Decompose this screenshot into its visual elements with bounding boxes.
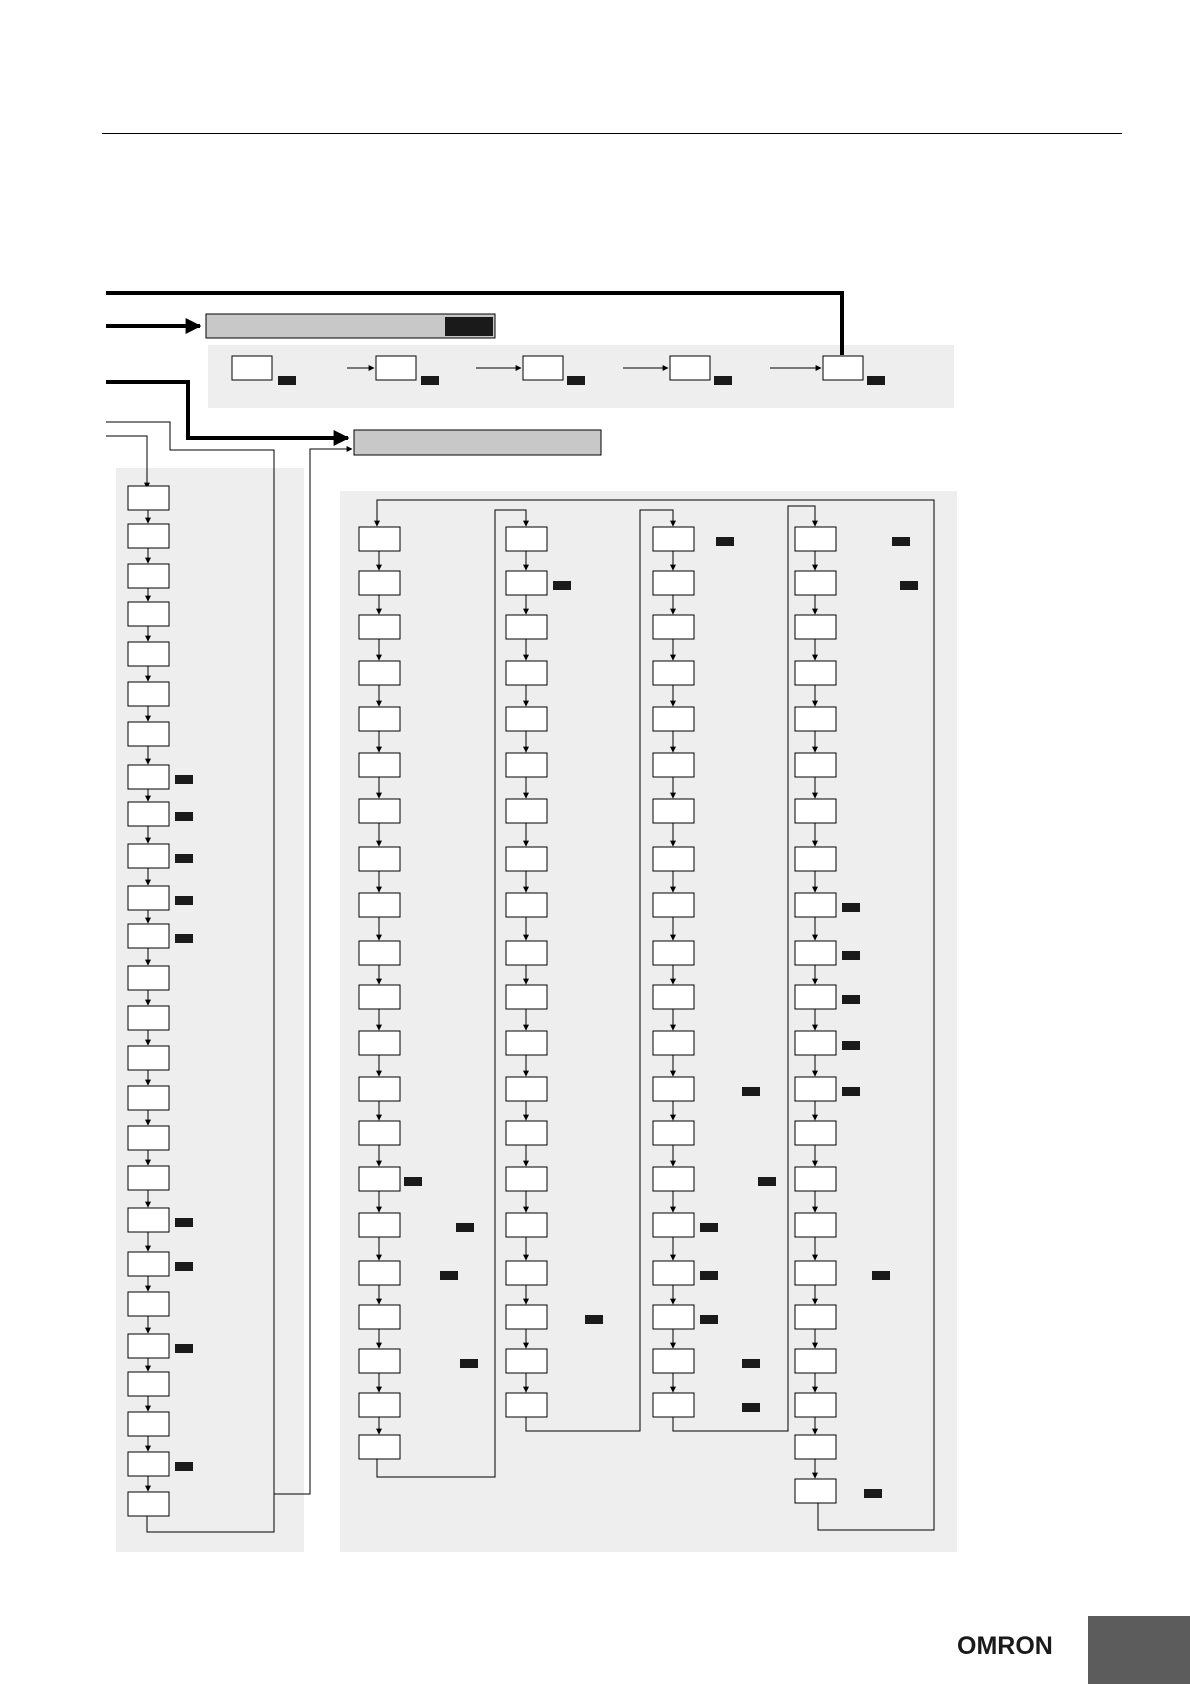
omron-logo-text: OMRON (957, 1632, 1053, 1660)
right-chain-box (795, 707, 836, 731)
right-chain-box (359, 1213, 400, 1237)
right-chain-badge (758, 1177, 776, 1186)
top-row-badge (714, 376, 732, 385)
omron-logo (955, 1630, 1055, 1660)
right-chain-badge (460, 1359, 478, 1368)
left-chain-badge (175, 1462, 193, 1471)
right-chain-box (506, 941, 547, 965)
right-chain-box (653, 1393, 694, 1417)
top-title-badge (445, 317, 493, 336)
left-chain-box (128, 886, 169, 910)
right-chain-badge (742, 1359, 760, 1368)
top-row-badge (421, 376, 439, 385)
right-chain-badge (440, 1271, 458, 1280)
right-chain-box (795, 1305, 836, 1329)
right-chain-badge (585, 1315, 603, 1324)
left-chain-badge (175, 896, 193, 905)
right-chain-box (506, 661, 547, 685)
right-chain-badge (404, 1177, 422, 1186)
right-chain-box (359, 661, 400, 685)
right-chain-box (653, 847, 694, 871)
right-chain-box (795, 1435, 836, 1459)
right-chain-box (506, 1305, 547, 1329)
top-row-badge (867, 376, 885, 385)
right-chain-box (653, 753, 694, 777)
right-chain-box (359, 1305, 400, 1329)
right-chain-box (653, 571, 694, 595)
top-row-box (376, 356, 416, 380)
right-chain-box (653, 799, 694, 823)
right-chain-badge (716, 537, 734, 546)
left-chain-box (128, 682, 169, 706)
right-chain-box (795, 985, 836, 1009)
right-chain-box (506, 615, 547, 639)
right-chain-box (359, 1261, 400, 1285)
right-chain-badge (842, 951, 860, 960)
right-chain-box (795, 753, 836, 777)
right-chain-badge (872, 1271, 890, 1280)
top-row-badge (567, 376, 585, 385)
left-chain-box (128, 1086, 169, 1110)
right-chain-box (506, 1121, 547, 1145)
right-chain-box (506, 1393, 547, 1417)
right-chain-box (506, 799, 547, 823)
right-title-bar (354, 430, 601, 455)
left-chain-box (128, 1046, 169, 1070)
right-chain-box (795, 661, 836, 685)
right-chain-badge (700, 1315, 718, 1324)
right-chain-box (359, 1167, 400, 1191)
left-chain-box (128, 524, 169, 548)
left-chain-box (128, 1452, 169, 1476)
left-chain-box (128, 765, 169, 789)
right-chain-box (795, 1393, 836, 1417)
right-chain-box (653, 527, 694, 551)
left-chain-box (128, 1126, 169, 1150)
left-chain-box (128, 1006, 169, 1030)
right-panel (340, 491, 957, 1552)
right-chain-box (795, 1349, 836, 1373)
right-chain-box (359, 1349, 400, 1373)
left-chain-box (128, 1334, 169, 1358)
left-chain-box (128, 802, 169, 826)
right-chain-box (359, 1435, 400, 1459)
left-chain-box (128, 486, 169, 510)
left-chain-badge (175, 1218, 193, 1227)
right-chain-badge (842, 995, 860, 1004)
right-chain-box (506, 1213, 547, 1237)
right-chain-box (506, 985, 547, 1009)
right-chain-box (506, 527, 547, 551)
right-chain-box (795, 799, 836, 823)
right-chain-box (506, 1167, 547, 1191)
left-chain-box (128, 602, 169, 626)
right-chain-box (653, 1305, 694, 1329)
right-chain-box (795, 1213, 836, 1237)
right-chain-box (795, 615, 836, 639)
top-row-box (523, 356, 563, 380)
right-chain-box (795, 1077, 836, 1101)
right-chain-box (506, 1031, 547, 1055)
right-chain-box (506, 1077, 547, 1101)
left-chain-box (128, 564, 169, 588)
right-chain-box (653, 615, 694, 639)
right-chain-box (359, 615, 400, 639)
right-chain-badge (456, 1223, 474, 1232)
right-chain-box (506, 847, 547, 871)
right-chain-box (359, 941, 400, 965)
right-chain-box (795, 941, 836, 965)
left-chain-badge (175, 1262, 193, 1271)
right-chain-box (795, 893, 836, 917)
left-chain-box (128, 1252, 169, 1276)
right-chain-badge (864, 1489, 882, 1498)
right-chain-box (653, 1167, 694, 1191)
right-chain-badge (742, 1087, 760, 1096)
right-chain-badge (742, 1403, 760, 1412)
right-chain-box (653, 661, 694, 685)
right-chain-box (506, 1261, 547, 1285)
right-chain-box (653, 1349, 694, 1373)
right-chain-badge (700, 1271, 718, 1280)
left-chain-badge (175, 854, 193, 863)
right-chain-box (795, 1261, 836, 1285)
right-chain-box (359, 1031, 400, 1055)
right-chain-box (359, 847, 400, 871)
right-chain-box (359, 707, 400, 731)
left-chain-box (128, 966, 169, 990)
top-row-box (823, 356, 863, 380)
top-row-box (670, 356, 710, 380)
page-number-tab (1088, 1616, 1190, 1684)
right-chain-badge (892, 537, 910, 546)
right-chain-box (506, 893, 547, 917)
right-chain-box (359, 571, 400, 595)
left-chain-badge (175, 812, 193, 821)
right-chain-badge (900, 581, 918, 590)
right-chain-badge (842, 1041, 860, 1050)
right-chain-badge (842, 1087, 860, 1096)
right-chain-badge (700, 1223, 718, 1232)
left-chain-badge (175, 934, 193, 943)
right-chain-box (359, 799, 400, 823)
right-chain-box (653, 707, 694, 731)
left-chain-box (128, 1208, 169, 1232)
left-chain-box (128, 642, 169, 666)
left-chain-box (128, 1492, 169, 1516)
right-chain-box (795, 571, 836, 595)
right-chain-box (653, 941, 694, 965)
right-chain-box (506, 707, 547, 731)
right-chain-box (653, 893, 694, 917)
left-chain-box (128, 722, 169, 746)
top-row-box (232, 356, 272, 380)
left-chain-badge (175, 775, 193, 784)
left-chain-box (128, 924, 169, 948)
left-chain-box (128, 1166, 169, 1190)
right-chain-box (359, 893, 400, 917)
right-chain-box (795, 527, 836, 551)
right-chain-badge (842, 903, 860, 912)
right-chain-box (359, 985, 400, 1009)
right-chain-box (795, 1479, 836, 1503)
right-chain-box (359, 527, 400, 551)
right-chain-box (506, 753, 547, 777)
right-chain-box (653, 1121, 694, 1145)
right-chain-box (506, 1349, 547, 1373)
left-chain-box (128, 844, 169, 868)
right-chain-box (506, 571, 547, 595)
right-chain-box (359, 1077, 400, 1101)
left-chain-box (128, 1412, 169, 1436)
left-chain-badge (175, 1344, 193, 1353)
top-row-badge (278, 376, 296, 385)
right-chain-box (653, 1213, 694, 1237)
right-chain-box (653, 1261, 694, 1285)
right-chain-box (359, 1121, 400, 1145)
right-chain-box (795, 1031, 836, 1055)
right-chain-box (795, 847, 836, 871)
right-chain-box (653, 985, 694, 1009)
right-chain-box (653, 1077, 694, 1101)
right-chain-box (795, 1167, 836, 1191)
right-chain-box (359, 753, 400, 777)
right-chain-box (359, 1393, 400, 1417)
right-chain-box (653, 1031, 694, 1055)
left-chain-box (128, 1292, 169, 1316)
right-chain-box (795, 1121, 836, 1145)
left-chain-box (128, 1372, 169, 1396)
right-chain-badge (553, 581, 571, 590)
